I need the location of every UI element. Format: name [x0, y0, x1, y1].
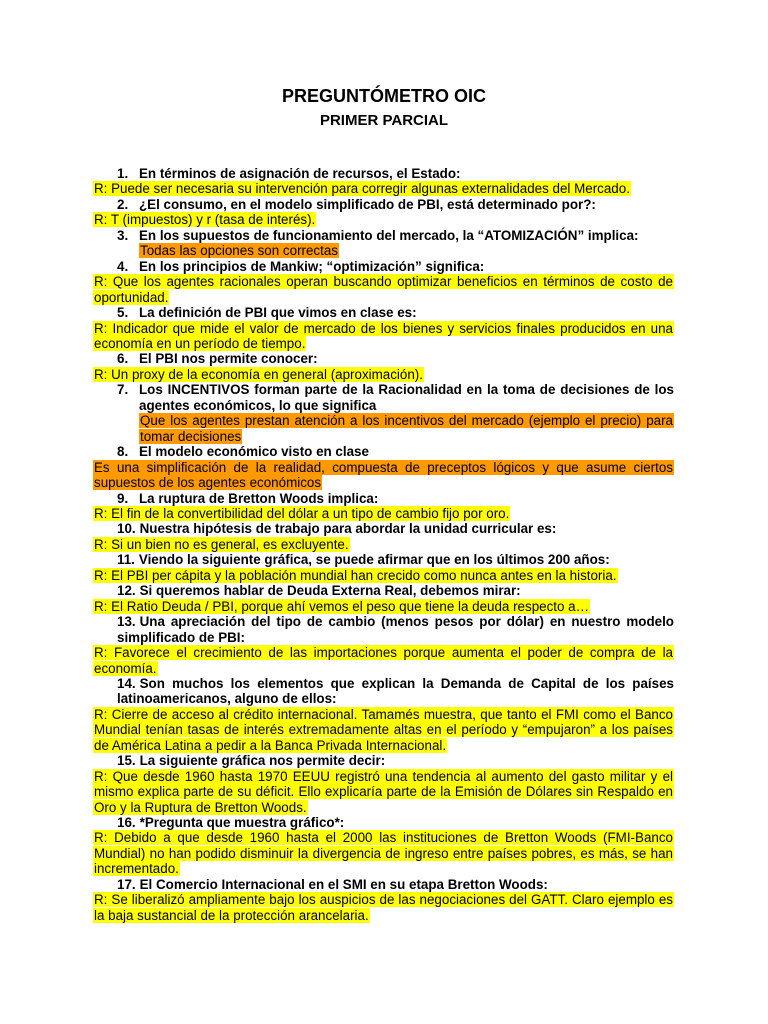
question-text: La siguiente gráfica nos permite decir:	[139, 753, 386, 769]
answer-15	[93, 769, 674, 815]
question-15	[93, 753, 674, 768]
question-3	[93, 228, 674, 243]
question-number: 6.	[117, 351, 129, 367]
question-text: *Pregunta que muestra gráfico*:	[139, 815, 345, 831]
answer-highlight: R: El Ratio Deuda / PBI, porque ahí vemos el peso que tiene la deuda respecto a…	[94, 598, 590, 614]
question-text: El PBI nos permite conocer:	[139, 351, 318, 367]
answer-4	[93, 274, 674, 305]
answer-highlight: R: El fin de la convertibilidad del dólar a un tipo de cambio fijo por oro.	[94, 505, 510, 521]
question-number: 10.	[117, 521, 136, 537]
answer-highlight: R: El PBI per cápita y la población mundial han crecido como nunca antes en la historia.	[94, 567, 617, 583]
answer-6	[93, 367, 674, 382]
answer-5	[93, 321, 674, 352]
question-9	[93, 491, 674, 506]
answer-13	[93, 645, 674, 676]
question-text: El modelo económico visto en clase	[139, 444, 369, 460]
question-12	[93, 583, 674, 598]
question-2	[93, 197, 674, 212]
question-text: En términos de asignación de recursos, el Estado:	[139, 166, 461, 181]
answer-11	[93, 568, 674, 583]
answer-highlight: R: T (impuestos) y r (tasa de interés).	[94, 212, 316, 228]
question-text: Los INCENTIVOS forman parte de la Racionalidad en la toma de decisiones de los agentes económicos, lo que significa	[139, 382, 674, 413]
question-number: 17.	[117, 876, 136, 892]
question-text: ¿El consumo, en el modelo simplificado de PBI, está determinado por?:	[139, 196, 596, 212]
question-text: Una apreciación del tipo de cambio (menos pesos por dólar) en nuestro modelo simplificado de PBI:	[117, 614, 674, 645]
question-text: Si queremos hablar de Deuda Externa Real, debemos mirar:	[139, 583, 521, 599]
answer-highlight: R: Cierre de acceso al crédito internacional. Tamamés muestra, que tanto el FMI como el Banco Mundial tenían tasas de interés extremadamente altas en el período y “empujaron” a los países de América Latina a pedir a la Banca Privada Internacional.	[94, 706, 673, 753]
question-number: 4.	[117, 258, 129, 274]
answer-10	[93, 537, 674, 552]
question-number: 13.	[117, 614, 136, 630]
answer-highlight: R: Debido a que desde 1960 hasta el 2000 las instituciones de Bretton Woods (FMI-Banco Mundial) no han podido disminuir la divergencia de ingreso entre países pobres, es más, se han incrementado.	[94, 830, 673, 877]
answer-1	[93, 181, 674, 196]
answer-9	[93, 506, 674, 521]
answer-17	[93, 892, 674, 923]
question-number: 8.	[117, 444, 129, 460]
answer-highlight: Es una simplificación de la realidad, compuesta de preceptos lógicos y que asume ciertos supuestos de los agentes económicos	[94, 459, 673, 491]
question-text: En los principios de Mankiw; “optimización” significa:	[139, 258, 485, 274]
question-text: Nuestra hipótesis de trabajo para abordar la unidad curricular es:	[139, 521, 557, 537]
answer-highlight: R: Indicador que mide el valor de mercado de los bienes y servicios finales producidos en una economía en un período de tiempo.	[94, 320, 673, 351]
answer-highlight: R: Si un bien no es general, es excluyente.	[94, 536, 349, 552]
question-text: La ruptura de Bretton Woods implica:	[139, 490, 379, 506]
answer-highlight: R: Que desde 1960 hasta 1970 EEUU registró una tendencia al aumento del gasto militar y el mismo explica parte de su déficit. Ello explicaría parte de la Emisión de Dólares sin Respaldo en Oro y la Ruptura de Bretton Woods.	[94, 768, 673, 815]
question-10	[93, 521, 674, 536]
answer-highlight: Todas las opciones son correctas	[140, 243, 338, 259]
question-number: 3.	[117, 227, 129, 243]
question-text: La definición de PBI que vimos en clase es:	[139, 305, 417, 321]
answer-highlight: Que los agentes prestan atención a los incentivos del mercado (ejemplo el precio) para tomar decisiones	[140, 413, 673, 444]
question-17	[93, 877, 674, 892]
question-number: 15.	[117, 753, 136, 769]
answer-3	[93, 243, 674, 258]
answer-highlight: R: Puede ser necesaria su intervención para corregir algunas externalidades del Mercado.	[94, 181, 630, 197]
question-14	[93, 676, 674, 707]
answer-highlight: R: Un proxy de la economía en general (aproximación).	[94, 366, 423, 382]
question-5	[93, 305, 674, 320]
answer-16	[93, 830, 674, 876]
question-6	[93, 351, 674, 366]
question-number: 1.	[117, 166, 129, 181]
question-7	[93, 382, 674, 413]
question-4	[93, 259, 674, 274]
question-text: El Comercio Internacional en el SMI en su etapa Bretton Woods:	[139, 876, 548, 892]
question-11	[93, 552, 674, 567]
question-number: 12.	[117, 583, 136, 599]
answer-14	[93, 707, 674, 753]
question-number: 11.	[117, 552, 135, 568]
question-number: 9.	[117, 490, 129, 506]
question-number: 2.	[117, 196, 129, 212]
answer-highlight: R: Se liberalizó ampliamente bajo los auspicios de las negociaciones del GATT. Claro ejemplo es la baja sustancial de la protección arancelaria.	[94, 892, 673, 923]
question-8	[93, 444, 674, 459]
question-16	[93, 815, 674, 830]
question-text: En los supuestos de funcionamiento del mercado, la “ATOMIZACIÓN” implica:	[139, 227, 639, 243]
answer-8	[93, 460, 674, 491]
answer-12	[93, 599, 674, 614]
question-text: Viendo la siguiente gráfica, se puede afirmar que en los últimos 200 años:	[138, 552, 610, 568]
question-number: 14.	[117, 675, 136, 691]
question-number: 7.	[117, 382, 129, 398]
question-number: 5.	[117, 305, 129, 321]
answer-7	[93, 413, 674, 444]
answer-2	[93, 212, 674, 227]
question-number: 16.	[117, 815, 136, 831]
answer-highlight: R: Que los agentes racionales operan buscando optimizar beneficios en términos de costo de oportunidad.	[94, 274, 673, 305]
answer-highlight: R: Favorece el crecimiento de las importaciones porque aumenta el poder de compra de la economía.	[94, 645, 673, 676]
question-text: Son muchos los elementos que explican la Demanda de Capital de los países latinoamericanos, alguno de ellos:	[117, 675, 674, 707]
question-13	[93, 614, 674, 645]
question-answer-list	[93, 166, 674, 923]
question-1	[93, 166, 674, 181]
document-subtitle: PRIMER PARCIAL	[319, 112, 449, 129]
document-title: PREGUNTÓMETRO OIC	[281, 86, 486, 106]
